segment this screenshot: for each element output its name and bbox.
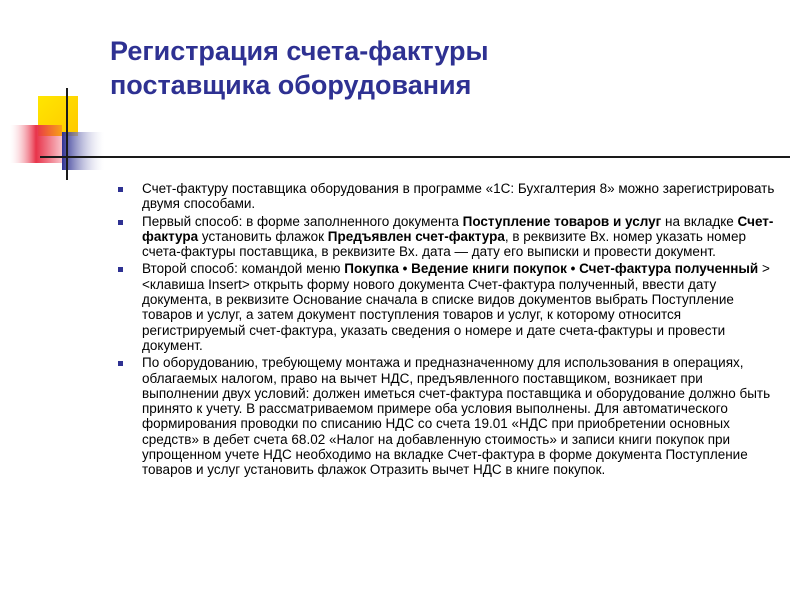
bold-term: Поступление товаров и услуг <box>462 213 662 229</box>
title-line-2: поставщика оборудования <box>110 70 472 100</box>
bullet-text: Первый способ: в форме заполненного документа <box>142 213 463 229</box>
bullet-text: По оборудованию, требующему монтажа и предназначенному для использования в операциях, облагаемых налогом, право на вычет НДС, предъявленного поставщиком, возникает при выполнении двух условий: должен иметься счет-фактура поставщика и оборудование должно быть принято к учету. В рассматриваемом примере оба условия выполнены. Для автоматического формирования проводки по списанию НДС со счета 19.01 «НДС при приобретении основных средств» в дебет счета 68.02 «Налог на добавленную стоимость» и записи книги покупок при упрощенном учете НДС необходимо на вкладке Счет-фактура в форме документа Поступление товаров и услуг установить флажок Отразить вычет НДС в книге покупок. <box>142 355 771 478</box>
title-line-1: Регистрация счета-фактуры <box>110 36 489 66</box>
bullet-item <box>116 214 776 260</box>
bullet-item <box>116 181 776 212</box>
bullet-list <box>116 181 776 480</box>
square-bullet-icon <box>118 187 123 192</box>
deco-blue-square <box>62 132 104 170</box>
bold-term: Предъявлен счет-фактура <box>327 228 505 244</box>
bullet-text: Второй способ: командой меню <box>142 261 345 277</box>
square-bullet-icon <box>118 267 123 272</box>
bullet-text: установить флажок <box>198 228 328 244</box>
bullet-text: , в реквизите Вх. номер указать номер счета-фактуры поставщика, в реквизите Вх. дата — дату его выписки и провести документ. <box>142 228 746 260</box>
square-bullet-icon <box>118 220 123 225</box>
bullet-text: > <клавиша Insert> открыть форму нового документа Счет-фактура полученный, ввести дату документа, в реквизите Основание сначала в списке видов документов выбрать Поступление товаров и услуг, а затем документ поступления товаров и услуг, к которому относится регистрируемый счет-фактура, указать сведения о номере и дате счета-фактуры и провести документ. <box>142 261 770 353</box>
square-bullet-icon <box>118 361 123 366</box>
bullet-item <box>116 261 776 353</box>
bullet-text: на вкладке <box>661 213 738 229</box>
bold-term: Счет-фактура <box>142 213 774 244</box>
bold-term: Покупка • Ведение книги покупок • Счет-фактура полученный <box>344 261 759 277</box>
bullet-item <box>116 355 776 477</box>
bullet-text: Счет-фактуру поставщика оборудования в программе «1С: Бухгалтерия 8» можно зарегистрировать двумя способами. <box>142 181 775 212</box>
slide-title <box>110 34 760 102</box>
